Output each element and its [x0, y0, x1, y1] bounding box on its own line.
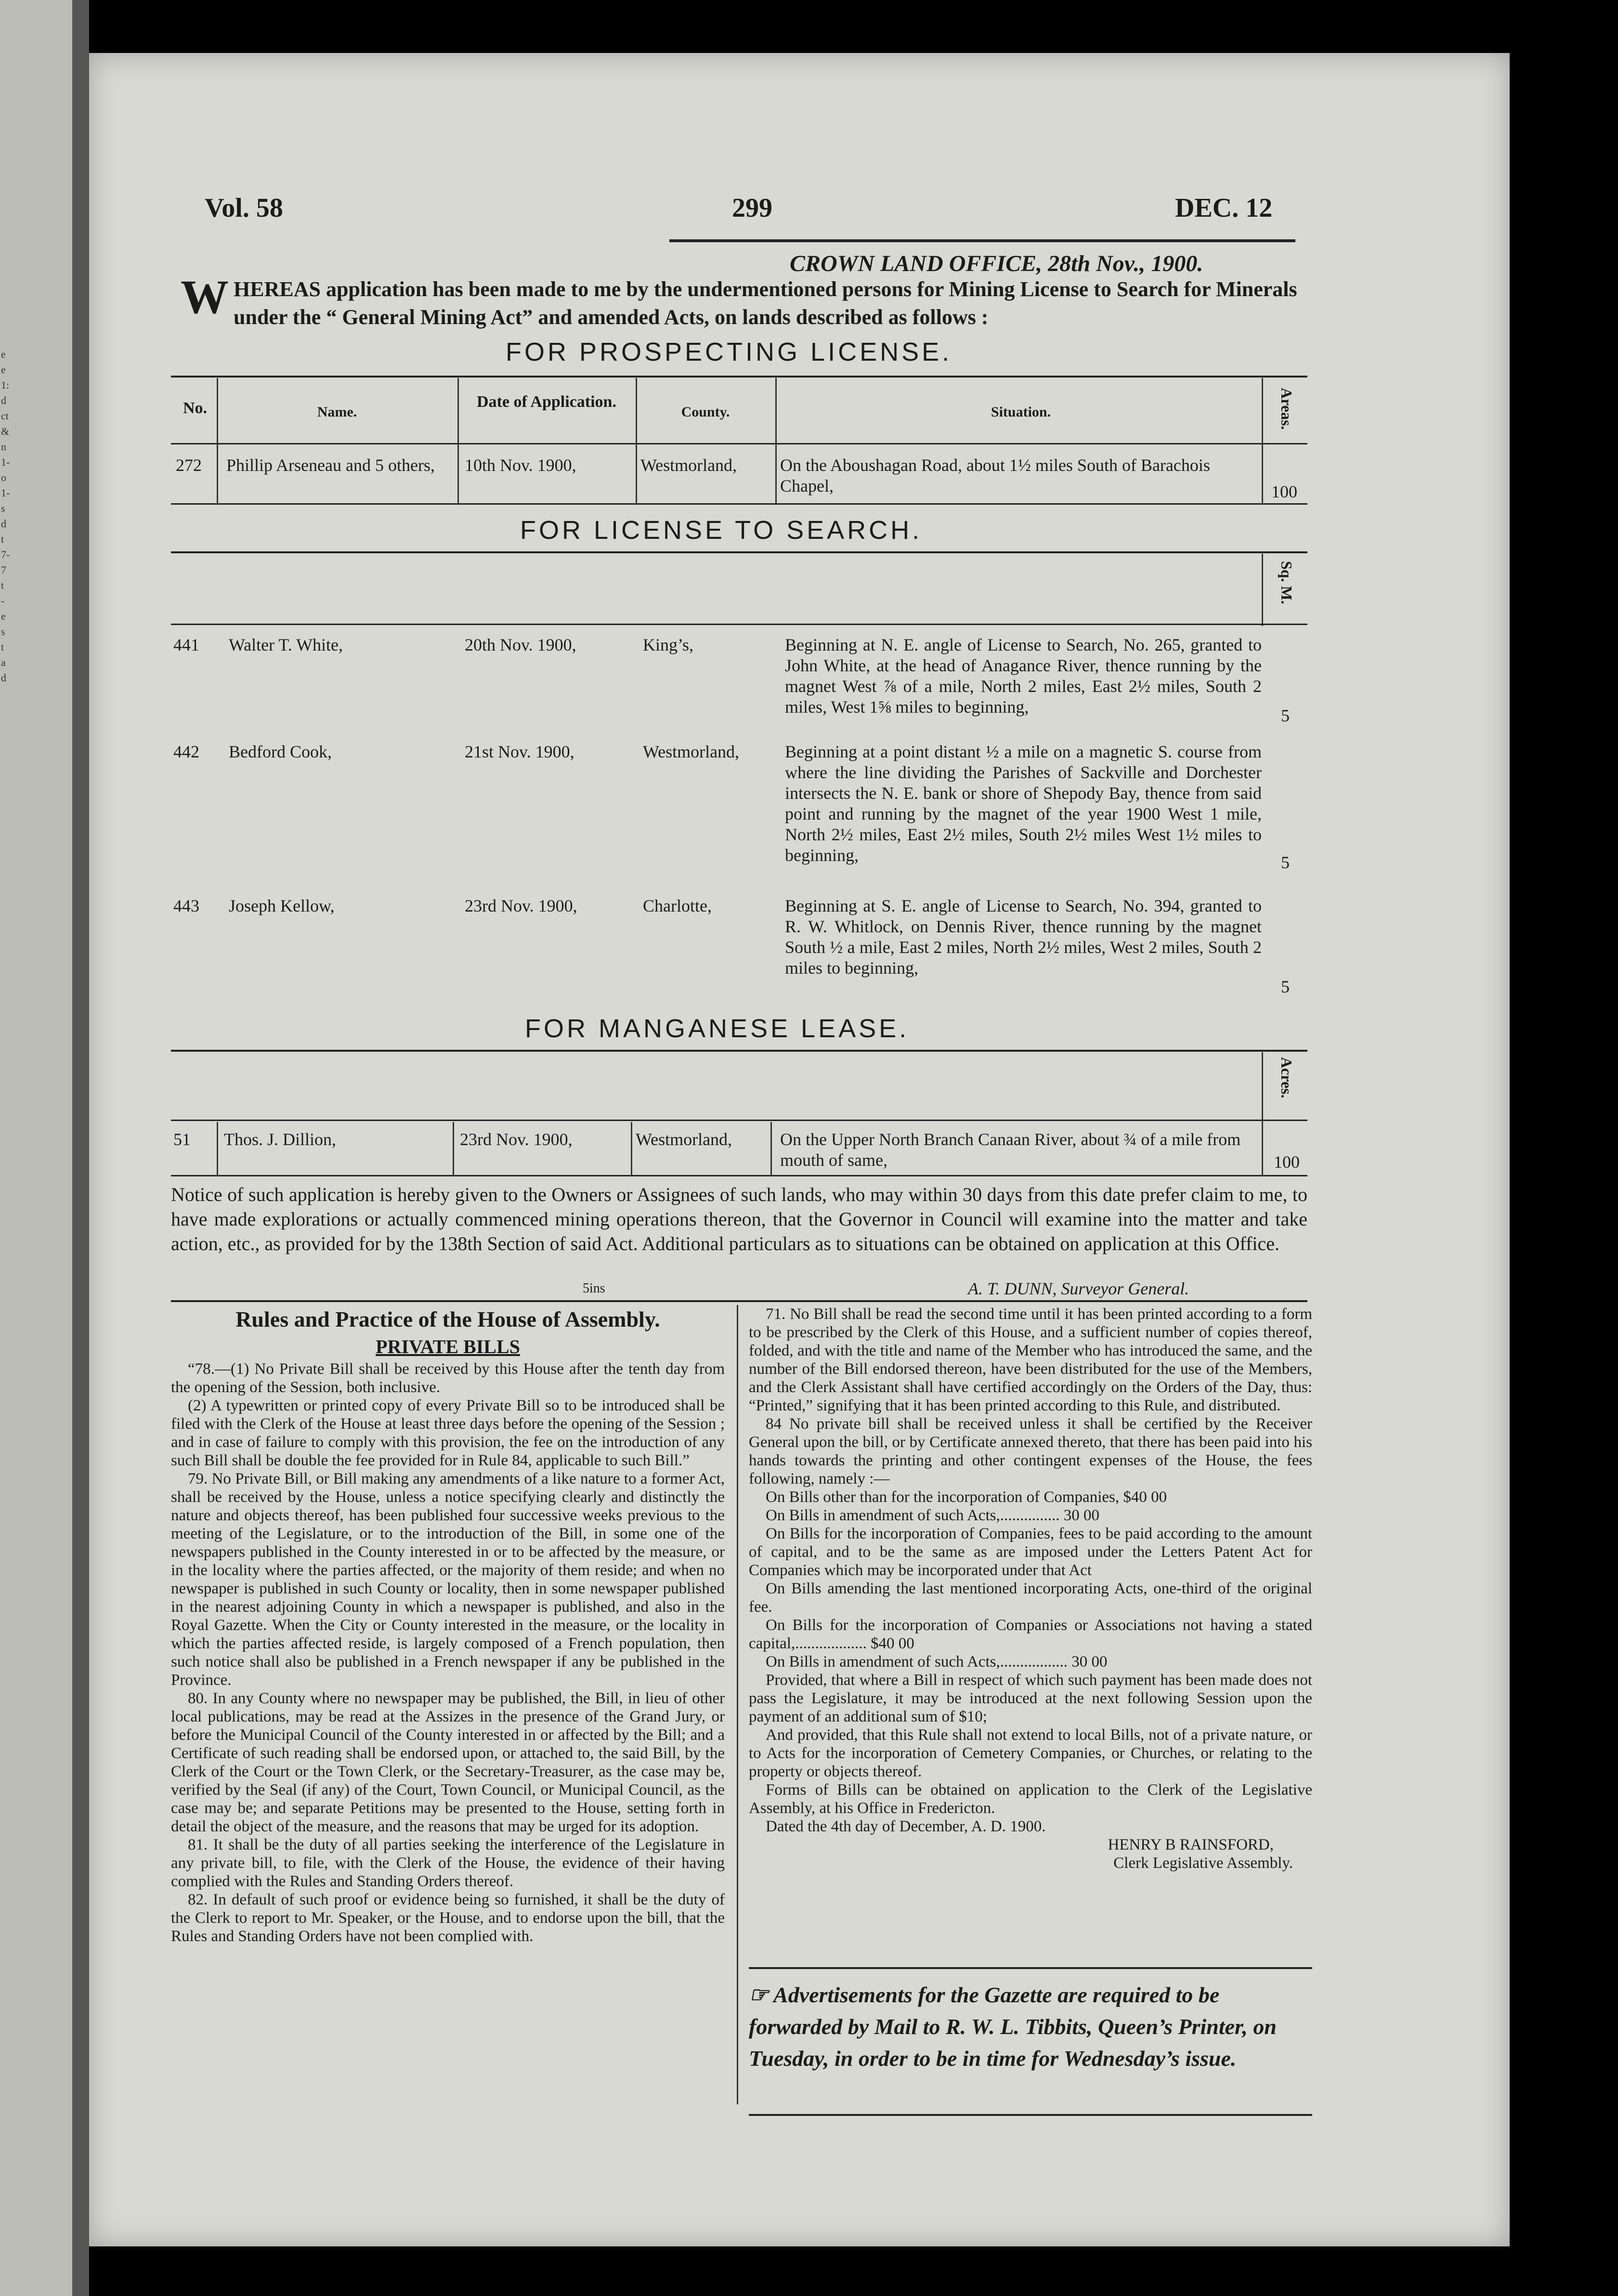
rules-right-column — [749, 1305, 1312, 1872]
prospect-county: Westmorland, — [640, 456, 737, 475]
table-rule — [171, 503, 1307, 505]
prospect-name: Phillip Arseneau and 5 others, — [226, 456, 435, 475]
header-acres: Acres. — [1278, 1057, 1295, 1098]
column-divider — [1262, 1052, 1263, 1175]
section-title-search: FOR LICENSE TO SEARCH. — [520, 516, 923, 545]
search-area: 5 — [1281, 977, 1290, 996]
page-header — [116, 193, 1295, 226]
column-divider — [631, 1122, 632, 1175]
search-name: Walter T. White, — [229, 635, 343, 654]
rule-paragraph: 79. No Private Bill, or Bill making any amendments of a like nature to a former Act, shall be received by the House, unless a notice specifying clearly and distinctly the nature and objects thereof, has been published four successive weeks previous to the meeting of the Legislature, or to the introduction of the Bill, in some one of the newspapers published in the County interested in or to be affected by the measure, or in the locality where the parties affected, or the majority of them reside; and when no newspaper is published in such County or locality, then in some newspaper published in the nearest adjoining County in which a newspaper is published, and also in the Royal Gazette. When the City or County interested in the measure, or the locality in which the parties affected reside, is largely composed of a French population, then such notice shall also be published in a French newspaper if any be published in the Province. — [171, 1470, 725, 1689]
manganese-date: 23rd Nov. 1900, — [460, 1130, 573, 1149]
search-situation: Beginning at S. E. angle of License to Search, No. 394, granted to R. W. Whitlock, on Dennis River, thence running by the magnet South ½ a mile, East 2 miles, North 2½ miles, West 2 miles, South 2 miles to beginning, — [785, 896, 1262, 978]
search-no: 441 — [173, 635, 199, 654]
rules-subtitle: PRIVATE BILLS — [376, 1336, 520, 1357]
issue-date: DEC. 12 — [1175, 193, 1273, 223]
column-divider — [1262, 554, 1263, 626]
search-name: Joseph Kellow, — [229, 896, 335, 915]
table-rule — [171, 1120, 1307, 1121]
column-divider — [217, 378, 218, 503]
header-areas: Areas. — [1278, 388, 1295, 430]
fee-line: On Bills amending the last mentioned incorporating Acts, one-third of the original fee. — [749, 1580, 1312, 1616]
search-no: 442 — [173, 742, 199, 761]
insertion-count: 5ins — [583, 1281, 605, 1296]
rule-paragraph: 81. It shall be the duty of all parties seeking the interference of the Legislature in any private bill, to file, with the Clerk of the House, the evidence of their having complied with the Rules and Standing Orders thereof. — [171, 1836, 725, 1890]
header-rule — [669, 239, 1295, 242]
drop-cap: W — [181, 270, 229, 324]
search-date: 23rd Nov. 1900, — [465, 896, 577, 915]
table-rule — [171, 443, 1307, 444]
search-county: Westmorland, — [643, 742, 740, 761]
section-title-manganese: FOR MANGANESE LEASE. — [525, 1014, 910, 1043]
clerk-signature-name: HENRY B RAINSFORD, — [1108, 1836, 1274, 1853]
advert-rule — [749, 2114, 1312, 2116]
search-situation: Beginning at a point distant ½ a mile on a magnetic S. course from where the line dividing the Parishes of Sackville and Dorchester intersects the N. E. bank or shore of Shepody Bay, thence from said point and running by the magnet of the year 1900 West 1 mile, North 2½ miles, East 2½ miles, South 2½ miles West 1½ miles to beginning, — [785, 742, 1262, 865]
table-rule — [171, 376, 1307, 378]
search-no: 443 — [173, 896, 199, 915]
clerk-signature-title: Clerk Legislative Assembly. — [1113, 1854, 1293, 1872]
advertisement-notice: ☞ Advertisements for the Gazette are required to be forwarded by Mail to R. W. L. Tibbits, Queen’s Printer, on Tuesday, in order to be in time for Wednesday’s issue. — [749, 1983, 1277, 2071]
header-no: No. — [183, 399, 208, 417]
adjacent-page-margin-text: e e 1: d ct & n 1- o 1- s d t 7- 7 t - e s t a d — [1, 348, 10, 684]
search-date: 21st Nov. 1900, — [465, 742, 574, 761]
prospect-no: 272 — [176, 456, 202, 475]
fee-line: On Bills other than for the incorporation of Companies, $40 00 — [766, 1488, 1167, 1506]
rule-paragraph: 84 No private bill shall be received unless it shall be certified by the Receiver General upon the bill, or by Certificate annexed thereto, that there has been paid into his hands towards the printing and other contingent expenses of the House, the fees following, namely :— — [749, 1415, 1312, 1487]
manganese-no: 51 — [173, 1130, 191, 1149]
rule-paragraph: 71. No Bill shall be read the second time until it has been printed according to a form to be prescribed by the Clerk of this House, and a sufficient number of copies thereof, folded, and with the title and name of the Member who has introduced the same, and the number of the Bill endorsed thereon, have been distributed for the use of the Members, and the Clerk Assistant shall have certified accordingly on the Orders of the Day, thus: “Printed,” signifying that it has been printed according to this Rule, and distributed. — [749, 1305, 1312, 1414]
search-county: King’s, — [643, 635, 694, 654]
rules-left-column — [171, 1305, 725, 1945]
column-divider — [775, 378, 777, 503]
column-divider — [636, 378, 637, 503]
whereas-text: HEREAS application has been made to me by the undermentioned persons for Mining License to Search for Minerals under the “ General Mining Act” and amended Acts, on lands described as follows : — [234, 277, 1297, 329]
volume-number: Vol. 58 — [205, 193, 283, 223]
manganese-situation: On the Upper North Branch Canaan River, about ¾ of a mile from mouth of same, — [780, 1130, 1241, 1170]
prospect-date: 10th Nov. 1900, — [465, 456, 576, 475]
rule-paragraph: And provided, that this Rule shall not extend to local Bills, not of a private nature, or to Acts for the incorporation of Cemetery Companies, or Churches, or relating to the property or objects thereof. — [749, 1726, 1312, 1780]
header-name: Name. — [317, 404, 357, 420]
fee-line: On Bills in amendment of such Acts,................. 30 00 — [766, 1653, 1108, 1670]
notice-paragraph: Notice of such application is hereby given to the Owners or Assignees of such lands, who may within 30 days from this date prefer claim to me, to have made explorations or actually commenced mining operations thereon, that the Governor in Council will examine into the matter and take action, etc., as provided for by the 138th Section of said Act. Additional particulars as to situations can be obtained on application at this Office. — [171, 1184, 1307, 1254]
header-date: Date of Application. — [477, 393, 616, 411]
column-divider — [1262, 378, 1263, 503]
manganese-name: Thos. J. Dillion, — [224, 1130, 337, 1149]
column-divider — [453, 1122, 454, 1175]
rule-paragraph: “78.—(1) No Private Bill shall be received by this House after the tenth day from the opening of the Session, both inclusive. — [171, 1360, 725, 1396]
column-divider — [217, 1122, 218, 1175]
manganese-county: Westmorland, — [636, 1130, 732, 1149]
search-area: 5 — [1281, 706, 1290, 725]
prospect-area: 100 — [1271, 482, 1297, 501]
whereas-paragraph — [181, 270, 1317, 331]
fee-line: On Bills for the incorporation of Companies, fees to be paid according to the amount of capital, and to be the same as are imposed under the Letters Patent Act for Companies which may be incorporated under that Act — [749, 1525, 1312, 1579]
section-rule — [171, 1300, 1307, 1302]
search-date: 20th Nov. 1900, — [465, 635, 576, 654]
table-rule — [171, 624, 1307, 625]
table-rule — [171, 551, 1307, 553]
crown-land-office-dateline: CROWN LAND OFFICE, 28th Nov., 1900. — [790, 251, 1203, 276]
search-area: 5 — [1281, 853, 1290, 872]
rule-paragraph: (2) A typewritten or printed copy of every Private Bill so to be introduced shall be filed with the Clerk of the House at least three days before the opening of the Session ; and in case of failure to comply with this provision, the fee on the introduction of any such Bill shall be double the fee provided for in Rule 84, applicable to such Bill.” — [171, 1397, 725, 1469]
manganese-area: 100 — [1274, 1152, 1300, 1172]
header-sq-m: Sq. M. — [1278, 561, 1295, 604]
page-fold-shadow — [72, 0, 89, 2296]
header-situation: Situation. — [991, 404, 1051, 420]
search-county: Charlotte, — [643, 896, 712, 915]
rule-paragraph: 82. In default of such proof or evidence being so furnished, it shall be the duty of the Clerk to report to Mr. Speaker, or the House, and to endorse upon the bill, that the Rules and Standing Orders have not been complied with. — [171, 1891, 725, 1945]
page-number: 299 — [732, 193, 772, 223]
fee-line: On Bills for the incorporation of Companies or Associations not having a stated capital,.................. $40 00 — [749, 1617, 1312, 1652]
table-rule — [171, 1050, 1307, 1052]
table-rule — [171, 1175, 1307, 1176]
search-situation: Beginning at N. E. angle of License to Search, No. 265, granted to John White, at the head of Anagance River, thence running by the magnet West ⅞ of a mile, North 2 miles, East 2½ miles, South 2 miles, West 1⅝ miles to beginning, — [785, 635, 1262, 717]
surveyor-general-signature: A. T. DUNN, Surveyor General. — [968, 1279, 1189, 1298]
rules-title: Rules and Practice of the House of Assembly. — [235, 1307, 660, 1331]
adjacent-page-strip — [0, 0, 89, 2296]
header-county: County. — [681, 404, 730, 420]
advert-rule — [749, 1967, 1312, 1969]
prospect-situation: On the Aboushagan Road, about 1½ miles South of Barachois Chapel, — [780, 456, 1210, 496]
search-name: Bedford Cook, — [229, 742, 332, 761]
rule-paragraph: Provided, that where a Bill in respect of which such payment has been made does not pass the Legislature, it may be introduced at the next following Session upon the payment of an additional sum of $10; — [749, 1671, 1312, 1725]
rule-paragraph: 80. In any County where no newspaper may be published, the Bill, in lieu of other local publications, may be read at the Assizes in the presence of the Grand Jury, or before the Municipal Council of the County interested in or affected by the Bill; and a Certificate of such reading shall be endorsed upon, or attached to, the said Bill, by the Clerk of the Court or the Town Clerk, or the Secretary-Treasurer, as the case may be, verified by the Seal (if any) of the Court, Town Council, or Municipal Council, as the case may be; and separate Petitions may be presented to the House, setting forth in detail the object of the measure, and the reasons that may be urged for its adoption. — [171, 1690, 725, 1835]
section-title-prospecting: FOR PROSPECTING LICENSE. — [506, 338, 953, 366]
fee-line: On Bills in amendment of such Acts,............... 30 00 — [766, 1507, 1099, 1524]
column-divider — [770, 1122, 772, 1175]
dated-line: Dated the 4th day of December, A. D. 1900. — [766, 1818, 1046, 1835]
column-divider — [457, 378, 459, 503]
column-divider — [737, 1305, 738, 2104]
rule-paragraph: Forms of Bills can be obtained on application to the Clerk of the Legislative Assembly, at his Office in Fredericton. — [749, 1781, 1312, 1817]
